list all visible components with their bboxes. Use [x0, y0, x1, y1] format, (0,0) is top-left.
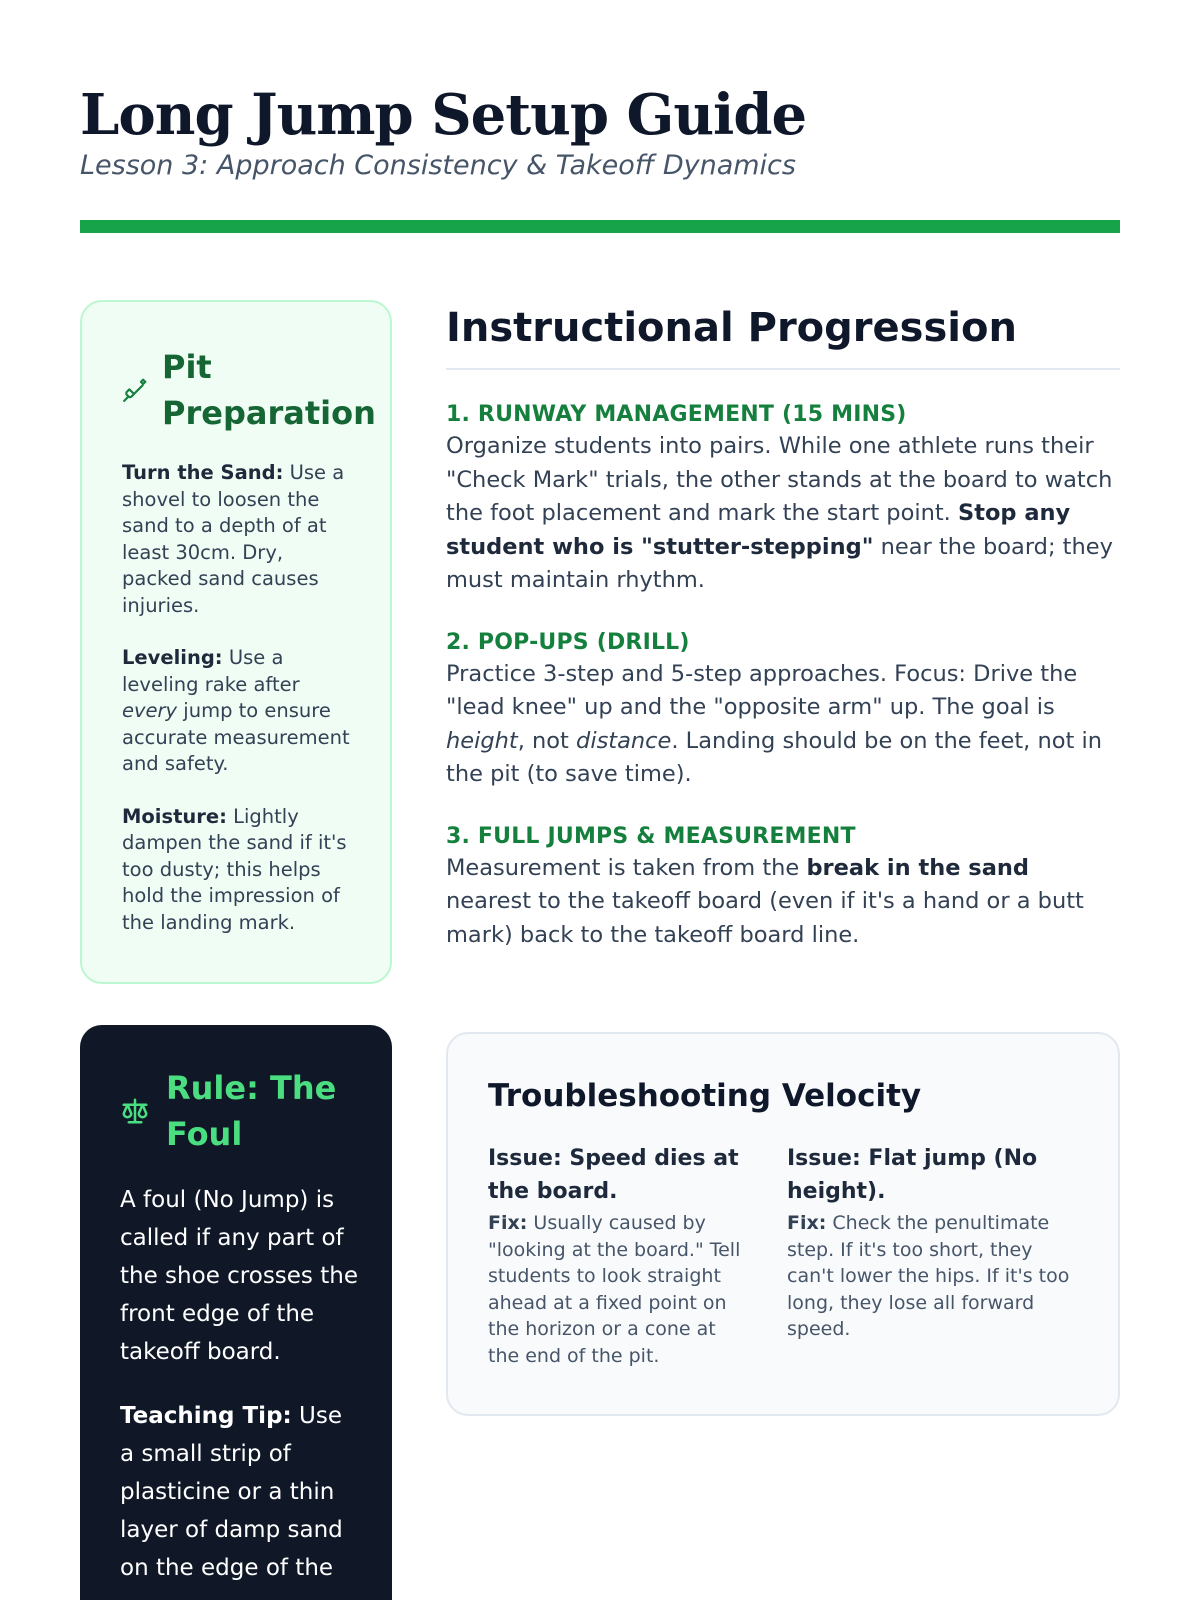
- pit-item-label: Leveling:: [122, 646, 223, 669]
- step-text: Measurement is taken from the: [446, 854, 800, 881]
- pit-item-emphasis: every: [122, 699, 178, 722]
- step-runway-management: [446, 400, 1120, 598]
- pit-item-text: Lightly dampen the sand if it's too dusty; this helps hold the impression of the landing mark.: [122, 804, 347, 934]
- pit-item-text: Use a shovel to loosen the sand to a depth of at least 30cm. Dry, packed sand causes injuries.: [122, 461, 345, 617]
- issue-title: Issue: Flat jump (No height).: [787, 1146, 1038, 1204]
- fix-text: Check the penultimate step. If it's too short, they can't lower the hips. If it's too long, they lose all forward speed.: [787, 1212, 1070, 1340]
- step-bold: break in the sand: [806, 854, 1030, 881]
- fix-label: Fix:: [488, 1212, 528, 1234]
- issue-flat-jump: [783, 1142, 1078, 1369]
- step-title: 1. RUNWAY MANAGEMENT (15 MINS): [446, 402, 907, 427]
- header-divider: [80, 220, 1120, 233]
- step-title: 2. POP-UPS (DRILL): [446, 629, 690, 655]
- foul-paragraph: A foul (No Jump) is called if any part of the shoe crosses the front edge of the takeoff board.: [120, 1187, 358, 1365]
- step-body: [446, 430, 1120, 598]
- fix-label: Fix:: [787, 1212, 827, 1234]
- issue-speed: [488, 1142, 783, 1369]
- pit-preparation-card: [80, 300, 392, 984]
- step-emphasis: distance: [576, 727, 672, 754]
- foul-tip-text: Use a small strip of plasticine or a thin layer of damp sand on the edge of the: [120, 1403, 343, 1581]
- scale-icon: [120, 1096, 150, 1126]
- issue-fix: [787, 1210, 1078, 1343]
- pit-card-body: [122, 460, 354, 936]
- step-text: Organize students into pairs. While one athlete runs their "Check Mark" trials, the other stands at the board to watch the foot placement and mark the start point.: [446, 433, 1113, 526]
- step-text: nearest to the takeoff board (even if it's a hand or a butt mark) back to the takeoff board line.: [446, 888, 1084, 948]
- pit-item-leveling: [122, 645, 354, 778]
- pit-item-label: Turn the Sand:: [122, 461, 284, 484]
- section-title: Instructional Progression: [446, 300, 1120, 370]
- foul-card-body: [120, 1181, 362, 1587]
- troubleshooting-card: [446, 1032, 1120, 1416]
- foul-card-header: [120, 1065, 362, 1157]
- step-bold: Stop any student who is "stutter-stepping": [446, 500, 1071, 560]
- foul-card-title: Rule: The Foul: [166, 1069, 337, 1153]
- issues-grid: [488, 1142, 1078, 1369]
- step-text: . Landing should be on the feet, not in the pit (to save time).: [446, 727, 1102, 787]
- issue-title: Issue: Speed dies at the board.: [488, 1146, 739, 1204]
- foul-tip-label: Teaching Tip:: [120, 1403, 292, 1429]
- page-title: Long Jump Setup Guide: [80, 82, 807, 148]
- troubleshooting-title: Troubleshooting Velocity: [488, 1078, 922, 1114]
- step-emphasis: height: [446, 727, 518, 754]
- step-full-jumps: [446, 822, 1120, 953]
- step-text: , not: [517, 727, 569, 754]
- page-header: [80, 80, 1120, 184]
- instructional-progression: [446, 300, 1120, 952]
- shovel-icon: [122, 377, 148, 403]
- step-pop-ups: [446, 628, 1120, 792]
- pit-item-turn-sand: [122, 460, 354, 619]
- page-subtitle: Lesson 3: Approach Consistency & Takeoff Dynamics: [80, 150, 796, 181]
- foul-rule-card: [80, 1025, 392, 1600]
- step-body: [446, 852, 1120, 953]
- pit-item-text: jump to ensure accurate measurement and safety.: [122, 699, 350, 775]
- step-title: 3. FULL JUMPS & MEASUREMENT: [446, 823, 856, 849]
- pit-card-title: Pit Preparation: [162, 348, 376, 432]
- pit-item-moisture: [122, 804, 354, 937]
- step-text: near the board; they must maintain rhythm.: [446, 533, 1113, 593]
- pit-card-header: [122, 344, 376, 436]
- step-body: [446, 658, 1120, 792]
- issue-fix: [488, 1210, 743, 1369]
- pit-item-text: Use a leveling rake after: [122, 646, 300, 696]
- foul-tip: [120, 1397, 362, 1587]
- pit-item-label: Moisture:: [122, 804, 227, 828]
- fix-text: Usually caused by "looking at the board." Tell students to look straight ahead at a fixed point on the horizon or a cone at the end of the pit.: [488, 1212, 741, 1367]
- step-text: Practice 3-step and 5-step approaches. Focus: Drive the "lead knee" up and the "opposite arm" up. The goal is: [446, 660, 1078, 720]
